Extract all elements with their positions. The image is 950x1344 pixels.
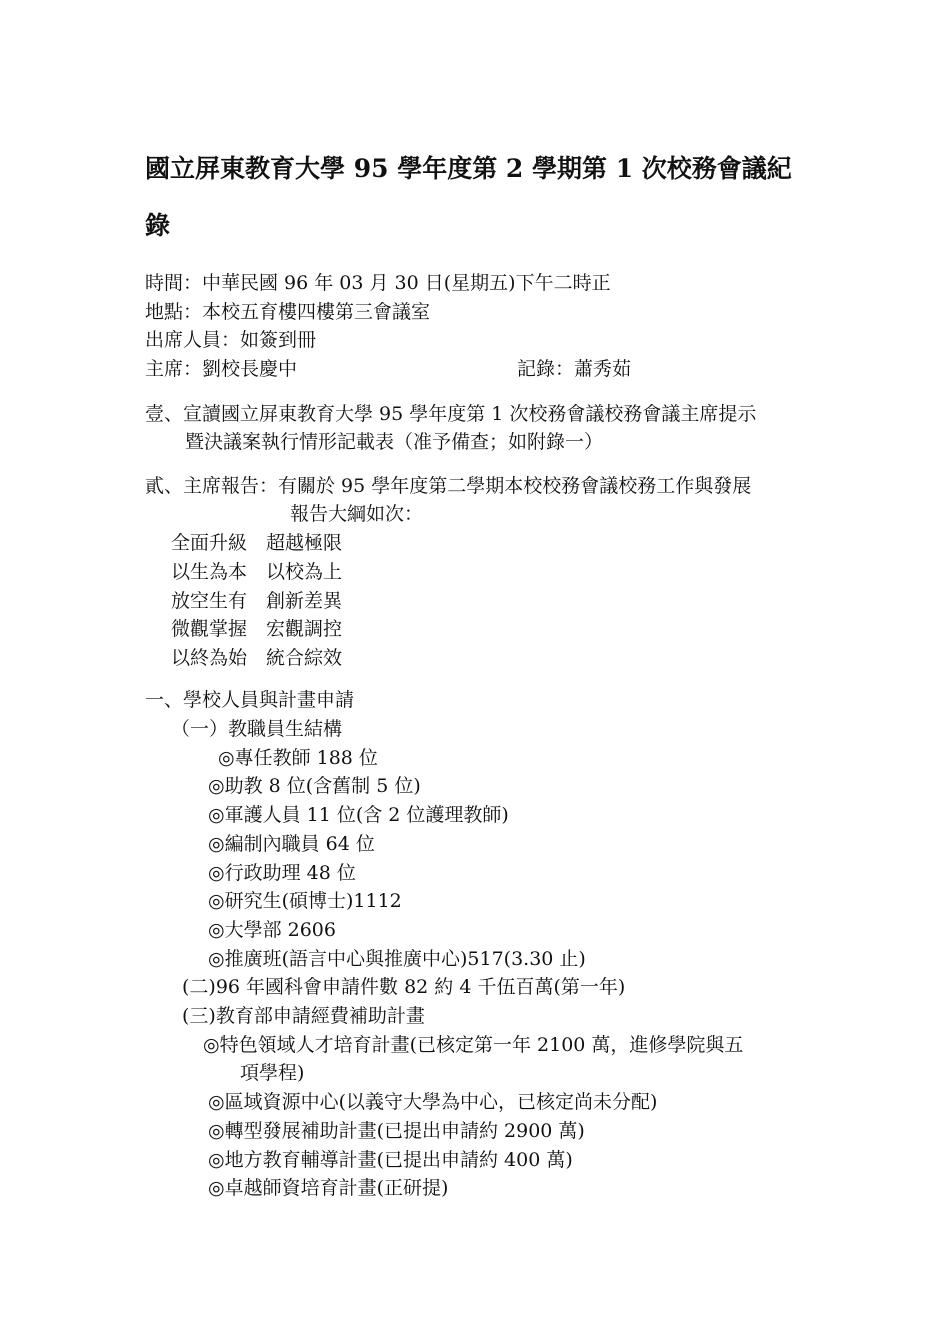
staff-item: ◎助教 8 位(含舊制 5 位) [208,775,421,797]
meeting-time: 時間：中華民國 96 年 03 月 30 日(星期五)下午二時正 [145,272,611,294]
motto-line: 以生為本 以校為上 [171,561,343,583]
section-2-line-1: 貳、主席報告：有關於 95 學年度第二學期本校校務會議校務工作與發展 [145,475,752,497]
meeting-recorder: 記錄：蕭秀茹 [517,358,632,380]
staff-item: ◎編制內職員 64 位 [208,833,375,855]
meeting-place: 地點：本校五育樓四樓第三會議室 [145,301,431,323]
document-title-line-2: 錄 [145,211,171,240]
section-1-line-1: 壹、宣讀國立屏東教育大學 95 學年度第 1 次校務會議校務會議主席提示 [145,403,757,425]
motto-line: 微觀掌握 宏觀調控 [171,618,343,640]
subsection-1-heading: （一）教職員生結構 [171,718,343,740]
motto-line: 放空生有 創新差異 [171,590,343,612]
staff-item: ◎專任教師 188 位 [218,747,378,769]
meeting-chair: 主席：劉校長慶中 [145,358,298,380]
motto-line: 以終為始 統合綜效 [171,647,343,669]
document-title-line-1: 國立屏東教育大學 95 學年度第 2 學期第 1 次校務會議紀 [145,154,792,183]
grant-item-line-2: 項學程) [240,1062,305,1084]
staff-item: ◎研究生(碩博士)1112 [208,890,402,912]
grant-item: ◎地方教育輔導計畫(已提出申請約 400 萬) [208,1149,573,1171]
staff-item: ◎行政助理 48 位 [208,862,356,884]
section-1-line-2: 暨決議案執行情形記載表（准予備查；如附錄一） [185,431,604,453]
meeting-attendees: 出席人員：如簽到冊 [145,329,317,351]
grant-item: ◎卓越師資培育計畫(正研提) [208,1177,449,1199]
grant-item: ◎轉型發展補助計畫(已提出申請約 2900 萬) [208,1120,585,1142]
staff-item: ◎推廣班(語言中心與推廣中心)517(3.30 止) [208,948,586,970]
grant-item: ◎區域資源中心(以義守大學為中心，已核定尚未分配) [208,1091,658,1113]
staff-item: ◎軍護人員 11 位(含 2 位護理教師) [208,804,509,826]
subsection-3-heading: (三)教育部申請經費補助計畫 [182,1005,425,1027]
grant-item-line-1: ◎特色領域人才培育計畫(已核定第一年 2100 萬，進修學院與五 [203,1034,744,1056]
section-2-line-2: 報告大綱如次： [290,503,424,525]
subsection-2-line: (二)96 年國科會申請件數 82 約 4 千伍百萬(第一年) [182,976,626,998]
staff-item: ◎大學部 2606 [208,919,336,941]
part-1-heading: 一、學校人員與計畫申請 [145,689,355,711]
motto-line: 全面升級 超越極限 [171,532,343,554]
